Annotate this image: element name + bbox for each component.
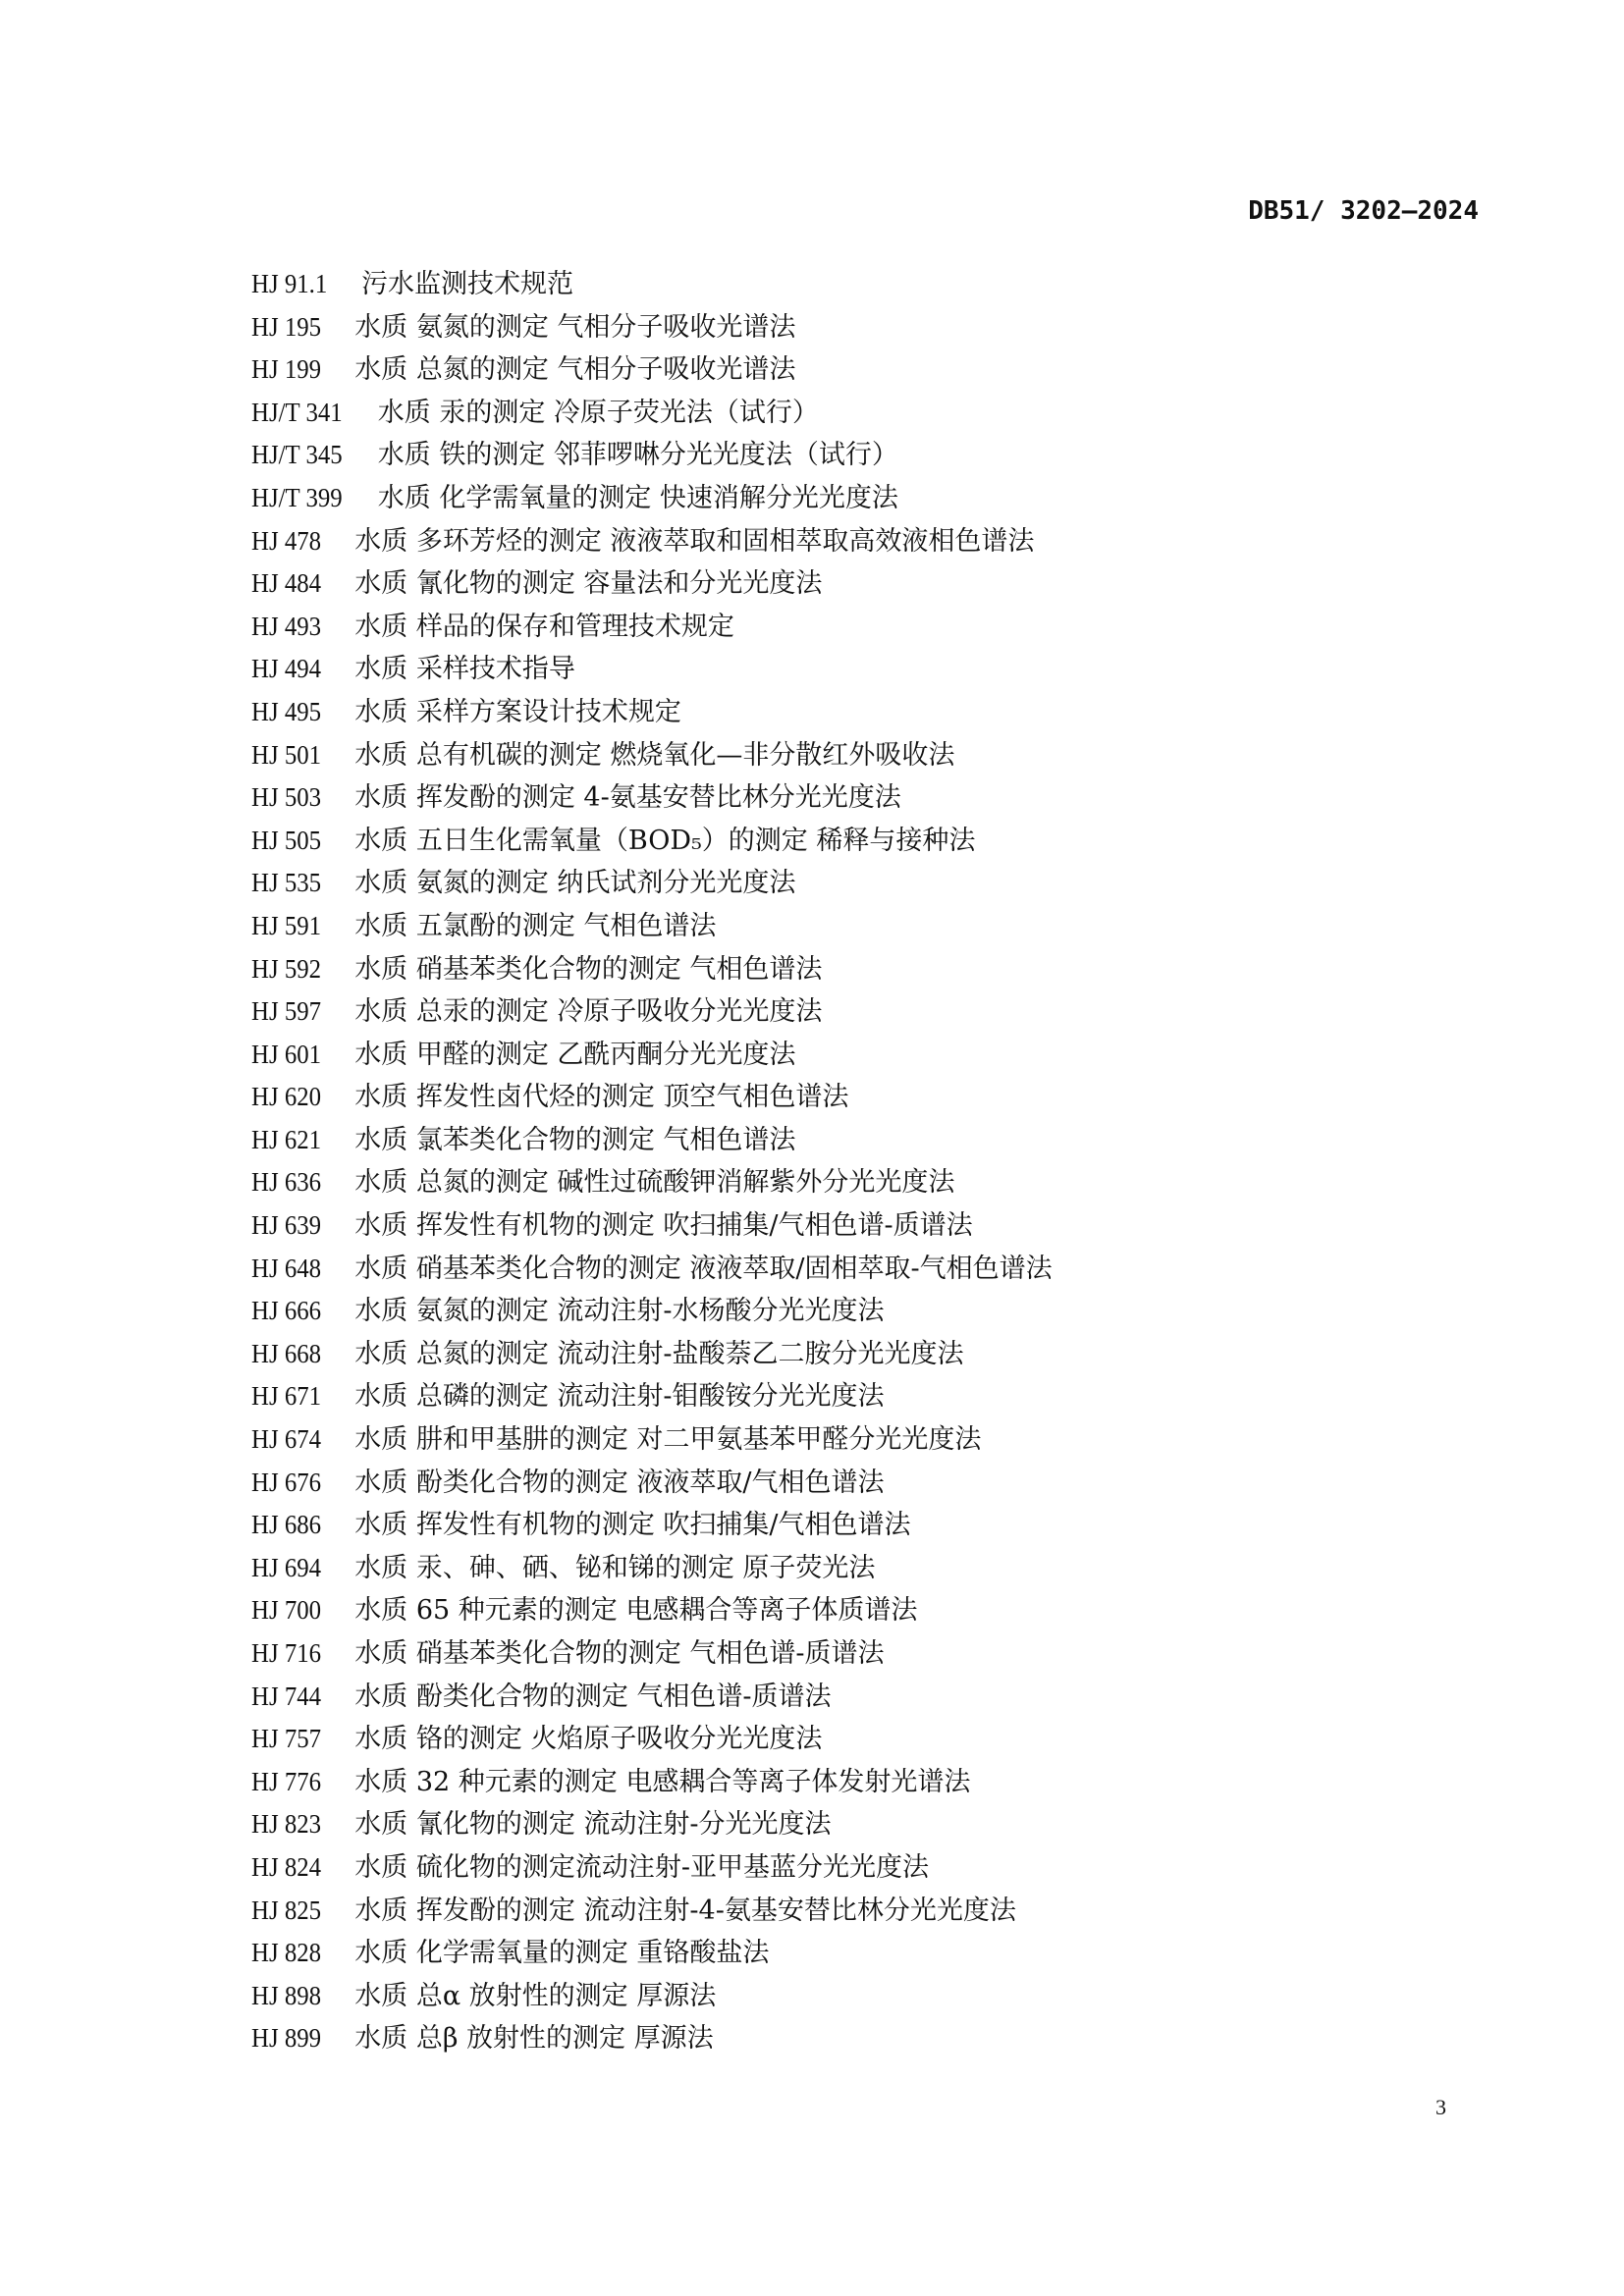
standard-code: HJ 494 [251,654,322,684]
standard-title: 水质 多环芳烃的测定 液液萃取和固相萃取高效液相色谱法 [354,525,1035,557]
reference-item [251,862,1053,905]
standard-title: 水质 挥发酚的测定 流动注射-4-氨基安替比林分光光度法 [354,1895,1016,1926]
standard-title: 水质 肼和甲基肼的测定 对二甲氨基苯甲醛分光光度法 [354,1424,982,1456]
standard-title: 水质 总氮的测定 气相分子吸收光谱法 [354,354,796,386]
standard-title: 水质 化学需氧量的测定 重铬酸盐法 [354,1938,770,1969]
reference-item [251,905,1053,948]
reference-item [251,648,1053,691]
reference-item [251,776,1053,820]
standard-code: HJ 503 [251,782,322,813]
standard-code: HJ 716 [251,1638,322,1668]
standard-code: HJ 899 [251,2023,322,2054]
standard-code: HJ 592 [251,953,322,984]
standard-title: 水质 汞、砷、硒、铋和锑的测定 原子荧光法 [354,1552,876,1583]
reference-item [251,1890,1053,1933]
standard-title: 水质 挥发性有机物的测定 吹扫捕集/气相色谱法 [354,1510,911,1541]
reference-item [251,734,1053,777]
standard-title: 水质 硝基苯类化合物的测定 液液萃取/固相萃取-气相色谱法 [354,1253,1053,1284]
standard-title: 水质 样品的保存和管理技术规定 [354,611,734,642]
reference-item [251,1676,1053,1719]
reference-item [251,1034,1053,1077]
standard-code: HJ 666 [251,1296,322,1326]
standard-title: 水质 硫化物的测定流动注射-亚甲基蓝分光光度法 [354,1851,929,1883]
reference-item [251,1161,1053,1204]
reference-item [251,1718,1053,1761]
standard-code: HJ 744 [251,1681,322,1711]
standard-code: HJ 621 [251,1124,322,1154]
standard-title: 水质 氨氮的测定 流动注射-水杨酸分光光度法 [354,1296,885,1327]
reference-item [251,1248,1053,1291]
standard-code: HJ 648 [251,1253,322,1283]
standard-code: HJ 824 [251,1851,322,1882]
standard-code: HJ 597 [251,996,322,1027]
standard-title: 水质 65 种元素的测定 电感耦合等离子体质谱法 [354,1595,918,1627]
standard-code: HJ 195 [251,311,322,342]
standard-code: HJ 898 [251,1980,322,2010]
standard-code: HJ 776 [251,1766,322,1796]
reference-item [251,306,1053,349]
standard-title: 水质 总α 放射性的测定 厚源法 [354,1980,717,2011]
standard-code: HJ 478 [251,525,322,556]
reference-item [251,434,1053,477]
standard-title: 水质 汞的测定 冷原子荧光法（试行） [377,397,819,428]
reference-item [251,1504,1053,1547]
standard-code: HJ 671 [251,1381,322,1412]
reference-item [251,1418,1053,1462]
standard-code: HJ 495 [251,696,322,726]
reference-item [251,606,1053,649]
standard-code: HJ 686 [251,1510,322,1540]
reference-item [251,263,1053,306]
reference-item [251,1290,1053,1333]
standard-code: HJ 639 [251,1210,322,1241]
standard-code: HJ 501 [251,739,322,770]
standard-code: HJ 620 [251,1082,322,1112]
standard-title: 水质 采样方案设计技术规定 [354,696,681,727]
reference-item [251,1547,1053,1590]
standard-title: 污水监测技术规范 [361,269,574,299]
standard-code: HJ 591 [251,910,322,940]
reference-item [251,1932,1053,1975]
standard-title: 水质 五日生化需氧量（BOD₅）的测定 稀释与接种法 [354,825,976,856]
standard-title: 水质 挥发酚的测定 4-氨基安替比林分光光度法 [354,782,901,814]
document-number: DB51/ 3202—2024 [1248,196,1479,226]
standard-title: 水质 甲醛的测定 乙酰丙酮分光光度法 [354,1039,796,1070]
standard-title: 水质 氨氮的测定 纳氏试剂分光光度法 [354,868,796,899]
standard-code: HJ 823 [251,1809,322,1840]
reference-item [251,348,1053,392]
reference-item [251,392,1053,435]
standard-code: HJ/T 399 [251,482,343,512]
standard-title: 水质 化学需氧量的测定 快速消解分光光度法 [377,482,898,513]
reference-item [251,2017,1053,2060]
standard-code: HJ 505 [251,825,322,855]
standard-code: HJ 700 [251,1595,322,1626]
standard-code: HJ/T 341 [251,397,343,427]
reference-item [251,1462,1053,1505]
standard-code: HJ 91.1 [251,269,328,298]
reference-item [251,820,1053,863]
standard-title: 水质 铬的测定 火焰原子吸收分光光度法 [354,1724,823,1755]
reference-item [251,1803,1053,1846]
standard-code: HJ 828 [251,1938,322,1968]
standard-code: HJ 825 [251,1895,322,1925]
standard-title: 水质 总汞的测定 冷原子吸收分光光度法 [354,996,823,1028]
reference-item [251,520,1053,563]
standard-title: 水质 采样技术指导 [354,654,575,685]
reference-item [251,1375,1053,1418]
reference-item [251,1761,1053,1804]
standard-title: 水质 挥发性有机物的测定 吹扫捕集/气相色谱-质谱法 [354,1210,973,1242]
standard-title: 水质 氯苯类化合物的测定 气相色谱法 [354,1124,796,1155]
standard-code: HJ 674 [251,1424,322,1455]
standard-title: 水质 32 种元素的测定 电感耦合等离子体发射光谱法 [354,1766,971,1797]
standard-title: 水质 总β 放射性的测定 厚源法 [354,2023,714,2055]
reference-item [251,1632,1053,1676]
reference-item [251,1076,1053,1119]
standard-title: 水质 总磷的测定 流动注射-钼酸铵分光光度法 [354,1381,885,1413]
standard-title: 水质 氰化物的测定 容量法和分光光度法 [354,568,823,600]
standard-code: HJ 636 [251,1167,322,1198]
standard-code: HJ 668 [251,1338,322,1368]
standard-code: HJ 676 [251,1467,322,1497]
standard-code: HJ 601 [251,1039,322,1069]
standard-title: 水质 氨氮的测定 气相分子吸收光谱法 [354,311,796,343]
standard-code: HJ 493 [251,611,322,641]
standard-title: 水质 总氮的测定 碱性过硫酸钾消解紫外分光光度法 [354,1167,955,1199]
reference-item [251,1589,1053,1632]
reference-item [251,1333,1053,1376]
standard-code: HJ 694 [251,1552,322,1582]
normative-references-list [251,263,1053,2060]
reference-item [251,691,1053,734]
reference-item [251,1975,1053,2018]
standard-title: 水质 酚类化合物的测定 气相色谱-质谱法 [354,1681,832,1712]
standard-title: 水质 铁的测定 邻菲啰啉分光光度法（试行） [377,440,898,471]
standard-code: HJ/T 345 [251,440,343,470]
standard-code: HJ 535 [251,868,322,898]
reference-item [251,948,1053,991]
standard-code: HJ 757 [251,1724,322,1754]
standard-title: 水质 五氯酚的测定 气相色谱法 [354,910,717,941]
standard-code: HJ 484 [251,568,322,599]
reference-item [251,1204,1053,1248]
reference-item [251,990,1053,1034]
standard-title: 水质 氰化物的测定 流动注射-分光光度法 [354,1809,832,1841]
page-number: 3 [1435,2095,1446,2119]
standard-title: 水质 挥发性卤代烃的测定 顶空气相色谱法 [354,1082,849,1113]
standard-title: 水质 酚类化合物的测定 液液萃取/气相色谱法 [354,1467,885,1498]
standard-code: HJ 199 [251,354,322,385]
reference-item [251,562,1053,606]
reference-item [251,1119,1053,1162]
standard-title: 水质 总氮的测定 流动注射-盐酸萘乙二胺分光光度法 [354,1338,964,1369]
reference-item [251,1846,1053,1890]
standard-title: 水质 总有机碳的测定 燃烧氧化—非分散红外吸收法 [354,739,955,771]
standard-title: 水质 硝基苯类化合物的测定 气相色谱法 [354,953,823,985]
standard-title: 水质 硝基苯类化合物的测定 气相色谱-质谱法 [354,1638,885,1669]
reference-item [251,477,1053,520]
